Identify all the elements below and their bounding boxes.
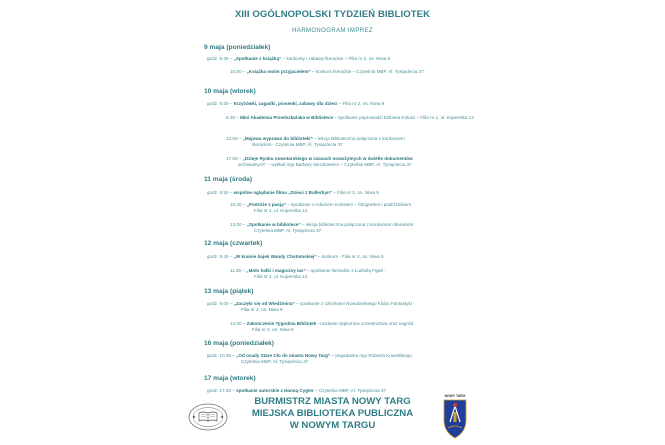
event-item: godz. 8.50 – wspólne oglądanie filmu „Dzieci z Bullerbyn” – Filia nr 2, os. Niwa 9 — [207, 190, 379, 195]
crest-label: NOWY TARG — [444, 394, 466, 398]
nowy-targ-crest-icon — [440, 392, 470, 440]
event-item: godz. 10.30 – „Od osady Stare Cło do miasta Nowy Targ” – pogadanka mgr Roberta Kowalskiego Czytelnia MBP, Al. Tysiąclecia 37 — [207, 353, 412, 365]
event-item: 11.30 – „Moło halki i magiczny las” – spotkanie literackie z Ludmiłą Figiel - Filia nr 1, ul. Kopernika 12 — [230, 268, 386, 280]
event-item: godz. 8.50 – Krzyżówki, zagadki, piosenki, zabawy dla dzieci – Filia nr 2, os. Niwa 9 — [207, 101, 385, 106]
day-heading: 13 maja (piątek) — [204, 288, 254, 295]
event-item: 9.30 – Mini Akademia Przedszkolaka w Bibliotece – spotkanie poprowadzi Elżbieta Kolusz – Filia nr 1, ul. Kopernika 12 — [226, 115, 474, 120]
footer-line: W NOWYM TARGU — [289, 420, 376, 431]
day-heading: 10 maja (wtorek) — [204, 88, 256, 95]
event-item: 13.00 – „Spotkanie w bibliotece” – lekcja biblioteczna połączona z konkursem literackim Czytelnia MBP, Al. Tysiąclecia 37 — [230, 222, 414, 234]
event-item: 14.00 – Zakończenie Tygodnia Bibliotek –rozdanie dyplomów uczestnictwa oraz nagród Filia nr 2, os. Niwa 9 — [230, 321, 413, 333]
day-heading: 12 maja (czwartek) — [204, 240, 263, 247]
event-item: 17.00 – „Dzieje Rynku nowotarskiego w czasach nowożytnych w świetle dokumentów archiwalnych” – wykład mgr Barbary Sleczkiewicz – Czytelnia MBP, Al. Tysiąclecia 37 — [226, 156, 413, 168]
document-title: XIII OGÓLNOPOLSKI TYDZIEŃ BIBLIOTEK — [234, 9, 431, 20]
document-subtitle: HARMONOGRAM IMPREZ — [292, 28, 373, 34]
event-item: godz. 17.30 – spotkanie autorskie z Hanną Cygler – Czytelnia MBP, Al. Tysiąclecia 37 — [207, 388, 387, 393]
event-item: godz. 9.40 – „W krainie bajek Wandy Chotomskiej” – konkurs - Filia nr 2, os. Niwa 9 — [207, 254, 384, 259]
event-item: godz. 9.00 – „Zaczęło się od Wiedźmina” – spotkanie z członkami Nowotarskiego Klubu Fantastyki - Filia nr 2, os. Niwa 9 — [207, 301, 415, 313]
day-heading: 11 maja (środa) — [204, 176, 253, 183]
footer-organizers — [0, 396, 665, 432]
event-item: 10.30 – „Podróże z pasją” – spotkanie z Adamem Kokotem – fotografem i podróżnikiem Filia nr 1, ul. Kopernika 12 — [230, 202, 412, 214]
event-item: 13.00 – „Majowa wyprawa do biblioteki” – lekcja biblioteczna połączona z konkursem literackim - Czytelnia MBP, Al. Tysiąclecia 37 — [226, 136, 405, 148]
day-heading: 9 maja (poniedziałek) — [204, 44, 271, 51]
library-logo-icon — [187, 402, 229, 432]
footer-line: BURMISTRZ MIASTA NOWY TARG — [254, 396, 411, 407]
day-heading: 17 maja (wtorek) — [204, 375, 256, 382]
event-item: 10.00 – „Książka moim przyjacielem” – konkurs literackie – Czytelnia MBP, Al. Tysiąclecia 37 — [230, 69, 424, 74]
day-heading: 16 maja (poniedziałek) — [204, 340, 274, 347]
event-item: godz. 9.40 – „Spotkanie z książką” – konkursy i zabawy literackie – Filia nr 2, os. Niwa 9 — [207, 56, 391, 61]
footer-line: MIEJSKA BIBLIOTEKA PUBLICZNA — [251, 408, 414, 419]
